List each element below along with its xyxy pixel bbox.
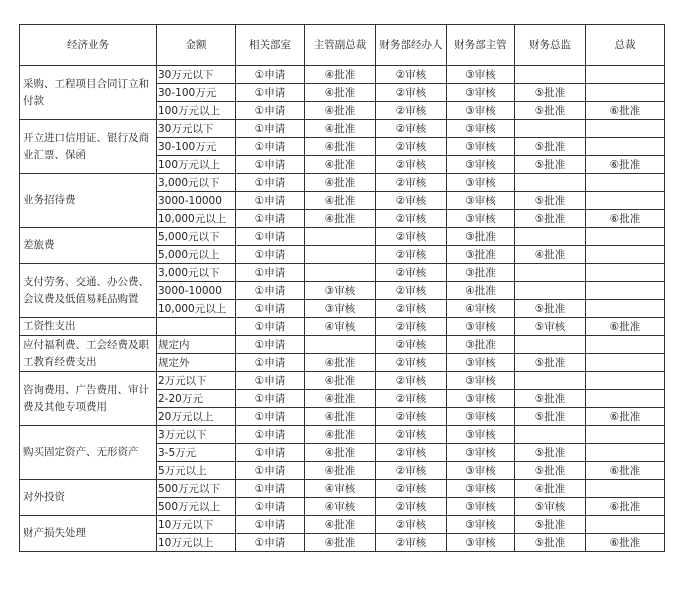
- amount-cell: 10万元以下: [157, 516, 236, 534]
- finance-supervisor-cell: ④审核: [447, 300, 515, 318]
- vice-president-cell: ④批准: [305, 516, 376, 534]
- vice-president-cell: [305, 246, 376, 264]
- related-dept-cell: ①申请: [236, 264, 305, 282]
- vice-president-cell: ④批准: [305, 390, 376, 408]
- header-president: 总裁: [586, 25, 665, 66]
- related-dept-cell: ①申请: [236, 480, 305, 498]
- vice-president-cell: ④批准: [305, 372, 376, 390]
- vice-president-cell: ④批准: [305, 84, 376, 102]
- category-cell: 差旅费: [20, 228, 157, 264]
- vice-president-cell: ④批准: [305, 210, 376, 228]
- president-cell: [586, 228, 665, 246]
- cfo-cell: ⑤审核: [515, 498, 586, 516]
- related-dept-cell: ①申请: [236, 408, 305, 426]
- category-cell: 工资性支出: [20, 318, 157, 336]
- finance-handler-cell: ②审核: [376, 318, 447, 336]
- amount-cell: 3000-10000: [157, 282, 236, 300]
- president-cell: [586, 426, 665, 444]
- cfo-cell: [515, 426, 586, 444]
- finance-handler-cell: ②审核: [376, 354, 447, 372]
- amount-cell: 2万元以下: [157, 372, 236, 390]
- category-cell: 支付劳务、交通、办公费、会议费及低值易耗品购置: [20, 264, 157, 318]
- finance-supervisor-cell: ③审核: [447, 498, 515, 516]
- table-row: [20, 66, 665, 84]
- amount-cell: 10,000元以上: [157, 300, 236, 318]
- vice-president-cell: ④批准: [305, 534, 376, 552]
- related-dept-cell: ①申请: [236, 516, 305, 534]
- finance-supervisor-cell: ③审核: [447, 390, 515, 408]
- category-cell: 开立进口信用证、银行及商业汇票、保函: [20, 120, 157, 174]
- finance-supervisor-cell: ③审核: [447, 516, 515, 534]
- approval-authority-table: [19, 24, 665, 552]
- cfo-cell: ⑤批准: [515, 444, 586, 462]
- president-cell: [586, 120, 665, 138]
- amount-cell: 5,000元以下: [157, 228, 236, 246]
- finance-supervisor-cell: ③审核: [447, 534, 515, 552]
- related-dept-cell: ①申请: [236, 354, 305, 372]
- amount-cell: 3,000元以下: [157, 264, 236, 282]
- vice-president-cell: ④批准: [305, 174, 376, 192]
- finance-handler-cell: ②审核: [376, 426, 447, 444]
- cfo-cell: [515, 336, 586, 354]
- related-dept-cell: ①申请: [236, 138, 305, 156]
- finance-supervisor-cell: ③审核: [447, 462, 515, 480]
- category-cell: 应付福利费、工会经费及职工教育经费支出: [20, 336, 157, 372]
- amount-cell: 30-100万元: [157, 84, 236, 102]
- vice-president-cell: ④批准: [305, 102, 376, 120]
- amount-cell: 3,000元以下: [157, 174, 236, 192]
- finance-handler-cell: ②审核: [376, 84, 447, 102]
- finance-handler-cell: ②审核: [376, 336, 447, 354]
- finance-handler-cell: ②审核: [376, 264, 447, 282]
- amount-cell: 100万元以上: [157, 156, 236, 174]
- vice-president-cell: ④批准: [305, 120, 376, 138]
- president-cell: [586, 354, 665, 372]
- vice-president-cell: ④批准: [305, 462, 376, 480]
- table-row: [20, 318, 665, 336]
- related-dept-cell: ①申请: [236, 336, 305, 354]
- president-cell: [586, 390, 665, 408]
- related-dept-cell: ①申请: [236, 102, 305, 120]
- finance-supervisor-cell: ③审核: [447, 156, 515, 174]
- table-row: [20, 480, 665, 498]
- amount-cell: 规定外: [157, 354, 236, 372]
- vice-president-cell: ③审核: [305, 300, 376, 318]
- amount-cell: 30万元以下: [157, 120, 236, 138]
- president-cell: [586, 264, 665, 282]
- finance-handler-cell: ②审核: [376, 102, 447, 120]
- cfo-cell: ⑤批准: [515, 192, 586, 210]
- amount-cell: 500万元以下: [157, 480, 236, 498]
- related-dept-cell: ①申请: [236, 426, 305, 444]
- amount-cell: 3-5万元: [157, 444, 236, 462]
- table-row: [20, 516, 665, 534]
- related-dept-cell: ①申请: [236, 498, 305, 516]
- category-cell: 对外投资: [20, 480, 157, 516]
- cfo-cell: ⑤批准: [515, 138, 586, 156]
- president-cell: ⑥批准: [586, 156, 665, 174]
- cfo-cell: [515, 228, 586, 246]
- amount-cell: 3万元以下: [157, 426, 236, 444]
- related-dept-cell: ①申请: [236, 192, 305, 210]
- president-cell: [586, 336, 665, 354]
- president-cell: [586, 192, 665, 210]
- cfo-cell: ⑤批准: [515, 534, 586, 552]
- finance-supervisor-cell: ③批准: [447, 228, 515, 246]
- finance-supervisor-cell: ③批准: [447, 336, 515, 354]
- vice-president-cell: [305, 264, 376, 282]
- finance-supervisor-cell: ③批准: [447, 246, 515, 264]
- header-finance-supervisor: 财务部主管: [447, 25, 515, 66]
- related-dept-cell: ①申请: [236, 246, 305, 264]
- finance-handler-cell: ②审核: [376, 498, 447, 516]
- related-dept-cell: ①申请: [236, 84, 305, 102]
- finance-supervisor-cell: ③审核: [447, 120, 515, 138]
- finance-supervisor-cell: ③审核: [447, 444, 515, 462]
- vice-president-cell: [305, 228, 376, 246]
- related-dept-cell: ①申请: [236, 318, 305, 336]
- vice-president-cell: ④审核: [305, 318, 376, 336]
- president-cell: ⑥批准: [586, 102, 665, 120]
- finance-handler-cell: ②审核: [376, 444, 447, 462]
- president-cell: ⑥批准: [586, 210, 665, 228]
- related-dept-cell: ①申请: [236, 66, 305, 84]
- finance-supervisor-cell: ③审核: [447, 480, 515, 498]
- related-dept-cell: ①申请: [236, 228, 305, 246]
- vice-president-cell: ④批准: [305, 192, 376, 210]
- related-dept-cell: ①申请: [236, 534, 305, 552]
- cfo-cell: [515, 264, 586, 282]
- related-dept-cell: ①申请: [236, 462, 305, 480]
- cfo-cell: ④批准: [515, 246, 586, 264]
- table-row: [20, 174, 665, 192]
- category-cell: 咨询费用、广告费用、审计费及其他专项费用: [20, 372, 157, 426]
- amount-cell: 规定内: [157, 336, 236, 354]
- table-row: [20, 228, 665, 246]
- finance-handler-cell: ②审核: [376, 372, 447, 390]
- finance-supervisor-cell: ③批准: [447, 264, 515, 282]
- finance-supervisor-cell: ③审核: [447, 426, 515, 444]
- amount-cell: 30万元以下: [157, 66, 236, 84]
- cfo-cell: ⑤批准: [515, 516, 586, 534]
- finance-handler-cell: ②审核: [376, 138, 447, 156]
- amount-cell: 2-20万元: [157, 390, 236, 408]
- president-cell: [586, 516, 665, 534]
- finance-supervisor-cell: ③审核: [447, 138, 515, 156]
- amount-cell: 5万元以上: [157, 462, 236, 480]
- finance-handler-cell: ②审核: [376, 534, 447, 552]
- president-cell: ⑥批准: [586, 318, 665, 336]
- related-dept-cell: ①申请: [236, 210, 305, 228]
- finance-handler-cell: ②审核: [376, 66, 447, 84]
- amount-cell: 3000-10000: [157, 192, 236, 210]
- related-dept-cell: ①申请: [236, 156, 305, 174]
- finance-supervisor-cell: ③审核: [447, 66, 515, 84]
- vice-president-cell: ④批准: [305, 354, 376, 372]
- finance-handler-cell: ②审核: [376, 516, 447, 534]
- cfo-cell: ⑤批准: [515, 210, 586, 228]
- table-row: [20, 372, 665, 390]
- header-row: [20, 25, 665, 66]
- president-cell: [586, 444, 665, 462]
- finance-supervisor-cell: ④批准: [447, 282, 515, 300]
- related-dept-cell: ①申请: [236, 282, 305, 300]
- vice-president-cell: ④批准: [305, 156, 376, 174]
- vice-president-cell: ④审核: [305, 480, 376, 498]
- header-finance-handler: 财务部经办人: [376, 25, 447, 66]
- president-cell: [586, 138, 665, 156]
- president-cell: ⑥批准: [586, 534, 665, 552]
- finance-supervisor-cell: ③审核: [447, 102, 515, 120]
- amount-cell: 20万元以上: [157, 408, 236, 426]
- vice-president-cell: ③审核: [305, 282, 376, 300]
- cfo-cell: ⑤批准: [515, 300, 586, 318]
- president-cell: [586, 174, 665, 192]
- header-related-dept: 相关部室: [236, 25, 305, 66]
- finance-handler-cell: ②审核: [376, 246, 447, 264]
- cfo-cell: [515, 174, 586, 192]
- president-cell: [586, 300, 665, 318]
- category-cell: 购买固定资产、无形资产: [20, 426, 157, 480]
- related-dept-cell: ①申请: [236, 120, 305, 138]
- amount-cell: 100万元以上: [157, 102, 236, 120]
- finance-handler-cell: ②审核: [376, 174, 447, 192]
- president-cell: [586, 84, 665, 102]
- vice-president-cell: ④批准: [305, 444, 376, 462]
- president-cell: ⑥批准: [586, 462, 665, 480]
- finance-handler-cell: ②审核: [376, 480, 447, 498]
- president-cell: [586, 282, 665, 300]
- vice-president-cell: [305, 336, 376, 354]
- related-dept-cell: ①申请: [236, 444, 305, 462]
- amount-cell: 5,000元以上: [157, 246, 236, 264]
- finance-supervisor-cell: ③审核: [447, 174, 515, 192]
- president-cell: [586, 66, 665, 84]
- table-row: [20, 336, 665, 354]
- table-row: [20, 264, 665, 282]
- finance-supervisor-cell: ③审核: [447, 318, 515, 336]
- president-cell: [586, 246, 665, 264]
- finance-handler-cell: ②审核: [376, 282, 447, 300]
- amount-cell: 10,000元以上: [157, 210, 236, 228]
- president-cell: [586, 480, 665, 498]
- vice-president-cell: ④批准: [305, 66, 376, 84]
- president-cell: [586, 372, 665, 390]
- cfo-cell: ⑤批准: [515, 462, 586, 480]
- category-cell: 采购、工程项目合同订立和付款: [20, 66, 157, 120]
- finance-handler-cell: ②审核: [376, 156, 447, 174]
- category-cell: 业务招待费: [20, 174, 157, 228]
- cfo-cell: ④批准: [515, 480, 586, 498]
- cfo-cell: ⑤批准: [515, 390, 586, 408]
- vice-president-cell: ④批准: [305, 138, 376, 156]
- cfo-cell: ⑤审核: [515, 318, 586, 336]
- finance-supervisor-cell: ③审核: [447, 192, 515, 210]
- finance-handler-cell: ②审核: [376, 210, 447, 228]
- finance-supervisor-cell: ③审核: [447, 84, 515, 102]
- president-cell: ⑥批准: [586, 408, 665, 426]
- header-amount: 金额: [157, 25, 236, 66]
- cfo-cell: ⑤批准: [515, 156, 586, 174]
- finance-supervisor-cell: ③审核: [447, 354, 515, 372]
- cfo-cell: ⑤批准: [515, 102, 586, 120]
- related-dept-cell: ①申请: [236, 390, 305, 408]
- cfo-cell: ⑤批准: [515, 354, 586, 372]
- header-cfo: 财务总监: [515, 25, 586, 66]
- finance-supervisor-cell: ③审核: [447, 210, 515, 228]
- table-row: [20, 120, 665, 138]
- finance-handler-cell: ②审核: [376, 462, 447, 480]
- finance-handler-cell: ②审核: [376, 390, 447, 408]
- amount-cell: 10万元以上: [157, 534, 236, 552]
- cfo-cell: [515, 372, 586, 390]
- amount-cell: 500万元以上: [157, 498, 236, 516]
- cfo-cell: [515, 66, 586, 84]
- related-dept-cell: ①申请: [236, 300, 305, 318]
- header-business: 经济业务: [20, 25, 157, 66]
- finance-handler-cell: ②审核: [376, 228, 447, 246]
- related-dept-cell: ①申请: [236, 174, 305, 192]
- category-cell: 财产损失处理: [20, 516, 157, 552]
- cfo-cell: ⑤批准: [515, 408, 586, 426]
- related-dept-cell: ①申请: [236, 372, 305, 390]
- amount-cell: [157, 318, 236, 336]
- header-vice-president: 主管副总裁: [305, 25, 376, 66]
- approval-table-container: [19, 24, 665, 552]
- cfo-cell: ⑤批准: [515, 84, 586, 102]
- finance-handler-cell: ②审核: [376, 192, 447, 210]
- table-body: [20, 66, 665, 552]
- finance-handler-cell: ②审核: [376, 408, 447, 426]
- table-row: [20, 426, 665, 444]
- vice-president-cell: ④审核: [305, 498, 376, 516]
- president-cell: ⑥批准: [586, 498, 665, 516]
- finance-handler-cell: ②审核: [376, 300, 447, 318]
- vice-president-cell: ④批准: [305, 408, 376, 426]
- vice-president-cell: ④批准: [305, 426, 376, 444]
- finance-supervisor-cell: ③审核: [447, 408, 515, 426]
- amount-cell: 30-100万元: [157, 138, 236, 156]
- cfo-cell: [515, 282, 586, 300]
- cfo-cell: [515, 120, 586, 138]
- finance-handler-cell: ②审核: [376, 120, 447, 138]
- finance-supervisor-cell: ③审核: [447, 372, 515, 390]
